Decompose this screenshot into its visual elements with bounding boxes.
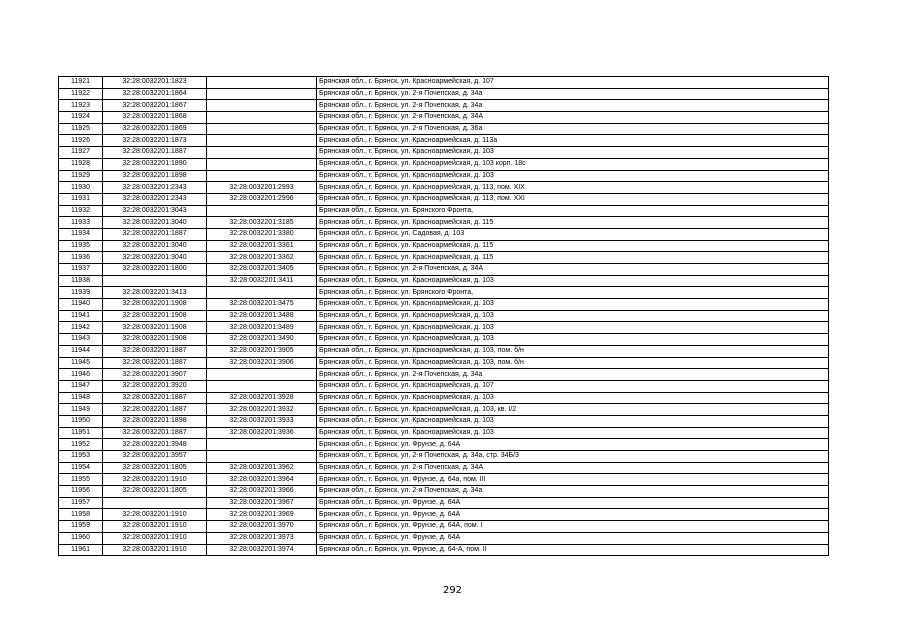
parent-cadastral-number-cell: 32:28:0032201:3489 <box>207 322 317 334</box>
parent-cadastral-number-cell <box>207 170 317 182</box>
cadastral-number-cell: 32:28:0032201:1823 <box>103 77 207 89</box>
cadastral-number-cell: 32:28:0032201:1908 <box>103 334 207 346</box>
cadastral-number-cell: 32:28:0032201:1887 <box>103 392 207 404</box>
cadastral-number-cell: 32:28:0032201:1910 <box>103 544 207 556</box>
row-number-cell: 11945 <box>59 357 103 369</box>
address-cell: Брянская обл., г. Брянск, ул. Красноармейская, д. 115 <box>317 240 829 252</box>
cadastral-number-cell: 32:28:0032201:1867 <box>103 100 207 112</box>
parent-cadastral-number-cell: 32:28:0032201:3490 <box>207 334 317 346</box>
address-cell: Брянская обл., г. Брянск, ул. Красноармейская, д. 103 <box>317 170 829 182</box>
table-row <box>59 100 829 112</box>
cadastral-number-cell: 32:28:0032201:1910 <box>103 474 207 486</box>
address-cell: Брянская обл., г. Брянск, ул. Красноармейская, д. 113, пом. XIX <box>317 182 829 194</box>
table-row <box>59 77 829 89</box>
parent-cadastral-number-cell <box>207 287 317 299</box>
table-row <box>59 462 829 474</box>
table-row <box>59 345 829 357</box>
table-row <box>59 451 829 463</box>
address-cell: Брянская обл., г. Брянск, ул. Красноармейская, д. 103 <box>317 392 829 404</box>
table-row <box>59 509 829 521</box>
address-cell: Брянская обл., г. Брянск, ул. Фрунзе, д. 64А <box>317 532 829 544</box>
address-cell: Брянская обл., г. Брянск, ул. Красноармейская, д. 113а <box>317 135 829 147</box>
row-number-cell: 11928 <box>59 158 103 170</box>
address-cell: Брянская обл., г. Брянск, ул. Красноармейская, д. 115 <box>317 217 829 229</box>
table-row <box>59 532 829 544</box>
cadastral-number-cell: 32:28:0032201:2343 <box>103 182 207 194</box>
cadastral-number-cell: 32:28:0032201:3907 <box>103 369 207 381</box>
address-cell: Брянская обл., г. Брянск, ул. 2-я Почепская, д. 34а <box>317 88 829 100</box>
cadastral-number-cell: 32:28:0032201:3957 <box>103 451 207 463</box>
table-row <box>59 193 829 205</box>
row-number-cell: 11924 <box>59 112 103 124</box>
parent-cadastral-number-cell: 32:28:0032201:3362 <box>207 252 317 264</box>
row-number-cell: 11933 <box>59 217 103 229</box>
cadastral-number-cell: 32:28:0032201:1864 <box>103 88 207 100</box>
cadastral-number-cell <box>103 497 207 509</box>
table-row <box>59 135 829 147</box>
cadastral-number-cell: 32:28:0032201:1908 <box>103 299 207 311</box>
row-number-cell: 11941 <box>59 310 103 322</box>
table-body <box>59 77 829 556</box>
row-number-cell: 11955 <box>59 474 103 486</box>
row-number-cell: 11960 <box>59 532 103 544</box>
table-row <box>59 217 829 229</box>
parent-cadastral-number-cell: 32:28:0032201:3185 <box>207 217 317 229</box>
table-row <box>59 486 829 498</box>
row-number-cell: 11961 <box>59 544 103 556</box>
cadastral-number-cell: 32:28:0032201:3040 <box>103 240 207 252</box>
cadastral-number-cell: 32:28:0032201:1908 <box>103 322 207 334</box>
address-cell: Брянская обл., г. Брянск, ул. Красноармейская, д. 115 <box>317 252 829 264</box>
parent-cadastral-number-cell: 32:28:0032201:3966 <box>207 486 317 498</box>
table-row <box>59 404 829 416</box>
parent-cadastral-number-cell: 32:28:0032201:2996 <box>207 193 317 205</box>
cadastral-number-cell: 32:28:0032201:3948 <box>103 439 207 451</box>
row-number-cell: 11957 <box>59 497 103 509</box>
cadastral-number-cell: 32:28:0032201:1887 <box>103 404 207 416</box>
table-row <box>59 205 829 217</box>
cadastral-table <box>58 76 829 556</box>
table-row <box>59 112 829 124</box>
address-cell: Брянская обл., г. Брянск, ул. Брянского Фронта, <box>317 287 829 299</box>
row-number-cell: 11939 <box>59 287 103 299</box>
address-cell: Брянская обл., г. Брянск, ул. 2-я Почепская, д. 36а <box>317 123 829 135</box>
parent-cadastral-number-cell <box>207 77 317 89</box>
cadastral-number-cell: 32:28:0032201:1805 <box>103 462 207 474</box>
row-number-cell: 11952 <box>59 439 103 451</box>
row-number-cell: 11950 <box>59 415 103 427</box>
table-row <box>59 415 829 427</box>
parent-cadastral-number-cell: 32:28:0032201:3962 <box>207 462 317 474</box>
table-row <box>59 322 829 334</box>
cadastral-number-cell: 32:28:0032201:1898 <box>103 170 207 182</box>
row-number-cell: 11938 <box>59 275 103 287</box>
row-number-cell: 11927 <box>59 147 103 159</box>
address-cell: Брянская обл., г. Брянск, ул. Красноармейская, д. 103 <box>317 334 829 346</box>
table-row <box>59 334 829 346</box>
table-row <box>59 369 829 381</box>
row-number-cell: 11934 <box>59 228 103 240</box>
cadastral-number-cell: 32:28:0032201:1805 <box>103 486 207 498</box>
table-row <box>59 497 829 509</box>
row-number-cell: 11921 <box>59 77 103 89</box>
row-number-cell: 11947 <box>59 380 103 392</box>
table-row <box>59 147 829 159</box>
cadastral-number-cell: 32:28:0032201:1800 <box>103 264 207 276</box>
table-row <box>59 264 829 276</box>
cadastral-number-cell: 32:28:0032201:1910 <box>103 521 207 533</box>
row-number-cell: 11953 <box>59 451 103 463</box>
cadastral-number-cell: 32:28:0032201:1887 <box>103 427 207 439</box>
parent-cadastral-number-cell: 32:28:0032201:3905 <box>207 345 317 357</box>
cadastral-number-cell: 32:28:0032201:3413 <box>103 287 207 299</box>
page-number: 292 <box>442 585 463 596</box>
address-cell: Брянская обл., г. Брянск, ул. Брянского Фронта, <box>317 205 829 217</box>
address-cell: Брянская обл., г. Брянск, ул. Садовая, д. 103 <box>317 228 829 240</box>
table-row <box>59 380 829 392</box>
address-cell: Брянская обл., г. Брянск, ул. Красноармейская, д. 103, кв. I/2 <box>317 404 829 416</box>
row-number-cell: 11926 <box>59 135 103 147</box>
cadastral-number-cell: 32:28:0032201:1898 <box>103 415 207 427</box>
row-number-cell: 11946 <box>59 369 103 381</box>
address-cell: Брянская обл., г. Брянск, ул. Красноармейская, д. 103 <box>317 147 829 159</box>
parent-cadastral-number-cell <box>207 205 317 217</box>
address-cell: Брянская обл., г. Брянск, ул. Фрунзе, д. 64А, пом. I <box>317 521 829 533</box>
row-number-cell: 11923 <box>59 100 103 112</box>
cadastral-number-cell: 32:28:0032201:1887 <box>103 147 207 159</box>
row-number-cell: 11932 <box>59 205 103 217</box>
parent-cadastral-number-cell <box>207 112 317 124</box>
parent-cadastral-number-cell: 32:28:0032201:3411 <box>207 275 317 287</box>
address-cell: Брянская обл., г. Брянск, ул. 2-я Почепская, д. 34а <box>317 100 829 112</box>
table-row <box>59 170 829 182</box>
table-row <box>59 158 829 170</box>
parent-cadastral-number-cell <box>207 439 317 451</box>
table-row <box>59 287 829 299</box>
parent-cadastral-number-cell <box>207 380 317 392</box>
row-number-cell: 11936 <box>59 252 103 264</box>
address-cell: Брянская обл., г. Брянск, ул. Красноармейская, д. 113, пом. XXI <box>317 193 829 205</box>
cadastral-number-cell: 32:28:0032201:3040 <box>103 252 207 264</box>
parent-cadastral-number-cell: 32:28:0032201:3380 <box>207 228 317 240</box>
cadastral-number-cell: 32:28:0032201:2343 <box>103 193 207 205</box>
table-row <box>59 123 829 135</box>
row-number-cell: 11931 <box>59 193 103 205</box>
row-number-cell: 11949 <box>59 404 103 416</box>
cadastral-number-cell: 32:28:0032201:1887 <box>103 228 207 240</box>
parent-cadastral-number-cell <box>207 88 317 100</box>
cadastral-number-cell: 32:28:0032201:3920 <box>103 380 207 392</box>
row-number-cell: 11922 <box>59 88 103 100</box>
address-cell: Брянская обл., г. Брянск, ул. Фрунзе, д. 64А <box>317 497 829 509</box>
address-cell: Брянская обл., г. Брянск, ул. 2-я Почепская, д. 34а <box>317 369 829 381</box>
cadastral-number-cell: 32:28:0032201:3040 <box>103 217 207 229</box>
parent-cadastral-number-cell: 32:28:0032201:2993 <box>207 182 317 194</box>
table-row <box>59 357 829 369</box>
address-cell: Брянская обл., г. Брянск, ул. Красноармейская, д. 103 <box>317 427 829 439</box>
parent-cadastral-number-cell: 32:28:0032201:3361 <box>207 240 317 252</box>
cadastral-number-cell: 32:28:0032201:1890 <box>103 158 207 170</box>
row-number-cell: 11959 <box>59 521 103 533</box>
parent-cadastral-number-cell: 32:28:0032201:3970 <box>207 521 317 533</box>
table-row <box>59 521 829 533</box>
cadastral-number-cell: 32:28:0032201:1910 <box>103 532 207 544</box>
row-number-cell: 11958 <box>59 509 103 521</box>
table-row <box>59 240 829 252</box>
address-cell: Брянская обл., г. Брянск, ул. 2-я Почепская, д. 34а, стр. 34Б/3 <box>317 451 829 463</box>
table-row <box>59 182 829 194</box>
parent-cadastral-number-cell: 32:28:0032201:3932 <box>207 404 317 416</box>
address-cell: Брянская обл., г. Брянск, ул. Красноармейская, д. 103 <box>317 322 829 334</box>
parent-cadastral-number-cell: 32:28:0032201:3967 <box>207 497 317 509</box>
table-row <box>59 88 829 100</box>
row-number-cell: 11944 <box>59 345 103 357</box>
parent-cadastral-number-cell: 32:28:0032201:3964 <box>207 474 317 486</box>
parent-cadastral-number-cell: 32:28:0032201:3906 <box>207 357 317 369</box>
parent-cadastral-number-cell <box>207 135 317 147</box>
address-cell: Брянская обл., г. Брянск, ул. Красноармейская, д. 107 <box>317 77 829 89</box>
parent-cadastral-number-cell <box>207 100 317 112</box>
parent-cadastral-number-cell: 32:28:0032201:3936 <box>207 427 317 439</box>
row-number-cell: 11942 <box>59 322 103 334</box>
parent-cadastral-number-cell: 32:28:0032201:3488 <box>207 310 317 322</box>
row-number-cell: 11940 <box>59 299 103 311</box>
address-cell: Брянская обл., г. Брянск, ул. Фрунзе, д. 64-А, пом. II <box>317 544 829 556</box>
address-cell: Брянская обл., г. Брянск, ул. 2-я Почепская, д. 34А <box>317 112 829 124</box>
table-row <box>59 275 829 287</box>
address-cell: Брянская обл., г. Брянск, ул. Красноармейская, д. 103 <box>317 415 829 427</box>
cadastral-number-cell <box>103 275 207 287</box>
address-cell: Брянская обл., г. Брянск, ул. Красноармейская, д. 103 <box>317 299 829 311</box>
table-row <box>59 252 829 264</box>
cadastral-number-cell: 32:28:0032201:3043 <box>103 205 207 217</box>
row-number-cell: 11937 <box>59 264 103 276</box>
parent-cadastral-number-cell: 32:28:0032201:3475 <box>207 299 317 311</box>
table-row <box>59 228 829 240</box>
cadastral-number-cell: 32:28:0032201:1869 <box>103 123 207 135</box>
address-cell: Брянская обл., г. Брянск, ул. 2-я Почепская, д. 34А <box>317 462 829 474</box>
parent-cadastral-number-cell: 32:28:0032201:3928 <box>207 392 317 404</box>
row-number-cell: 11929 <box>59 170 103 182</box>
table-row <box>59 427 829 439</box>
address-cell: Брянская обл., г. Брянск, ул. Фрунзе, д. 64А <box>317 439 829 451</box>
address-cell: Брянская обл., г. Брянск, ул. Красноармейская, д. 103, пом. б/н <box>317 345 829 357</box>
parent-cadastral-number-cell <box>207 123 317 135</box>
address-cell: Брянская обл., г. Брянск, ул. Красноармейская, д. 103 <box>317 275 829 287</box>
cadastral-number-cell: 32:28:0032201:1887 <box>103 345 207 357</box>
cadastral-number-cell: 32:28:0032201:1908 <box>103 310 207 322</box>
address-cell: Брянская обл., г. Брянск, ул. Красноармейская, д. 103 корп. 18с <box>317 158 829 170</box>
row-number-cell: 11930 <box>59 182 103 194</box>
table-row <box>59 474 829 486</box>
cadastral-number-cell: 32:28:0032201:1887 <box>103 357 207 369</box>
parent-cadastral-number-cell <box>207 158 317 170</box>
address-cell: Брянская обл., г. Брянск, ул. Фрунзе, д. 64а, пом. III <box>317 474 829 486</box>
parent-cadastral-number-cell <box>207 369 317 381</box>
row-number-cell: 11925 <box>59 123 103 135</box>
address-cell: Брянская обл., г. Брянск, ул. Красноармейская, д. 103 <box>317 310 829 322</box>
row-number-cell: 11943 <box>59 334 103 346</box>
address-cell: Брянская обл., г. Брянск, ул. 2-я Почепская, д. 34А <box>317 264 829 276</box>
table-row <box>59 544 829 556</box>
row-number-cell: 11951 <box>59 427 103 439</box>
address-cell: Брянская обл., г. Брянск, ул. Красноармейская, д. 107 <box>317 380 829 392</box>
cadastral-number-cell: 32:28:0032201:1873 <box>103 135 207 147</box>
parent-cadastral-number-cell: 32:28:0032201:3969 <box>207 509 317 521</box>
parent-cadastral-number-cell: 32:28:0032201:3933 <box>207 415 317 427</box>
parent-cadastral-number-cell: 32:28:0032201:3405 <box>207 264 317 276</box>
address-cell: Брянская обл., г. Брянск, ул. Фрунзе, д. 64А <box>317 509 829 521</box>
address-cell: Брянская обл., г. Брянск, ул. 2-я Почепская, д. 34а <box>317 486 829 498</box>
table-row <box>59 439 829 451</box>
row-number-cell: 11935 <box>59 240 103 252</box>
cadastral-number-cell: 32:28:0032201:1868 <box>103 112 207 124</box>
table-row <box>59 392 829 404</box>
parent-cadastral-number-cell <box>207 147 317 159</box>
row-number-cell: 11956 <box>59 486 103 498</box>
address-cell: Брянская обл., г. Брянск, ул. Красноармейская, д. 103, пом. б/н <box>317 357 829 369</box>
cadastral-number-cell: 32:28:0032201:1910 <box>103 509 207 521</box>
parent-cadastral-number-cell: 32:28:0032201:3974 <box>207 544 317 556</box>
table-row <box>59 310 829 322</box>
parent-cadastral-number-cell <box>207 451 317 463</box>
table-row <box>59 299 829 311</box>
row-number-cell: 11954 <box>59 462 103 474</box>
row-number-cell: 11948 <box>59 392 103 404</box>
parent-cadastral-number-cell: 32:28:0032201:3973 <box>207 532 317 544</box>
